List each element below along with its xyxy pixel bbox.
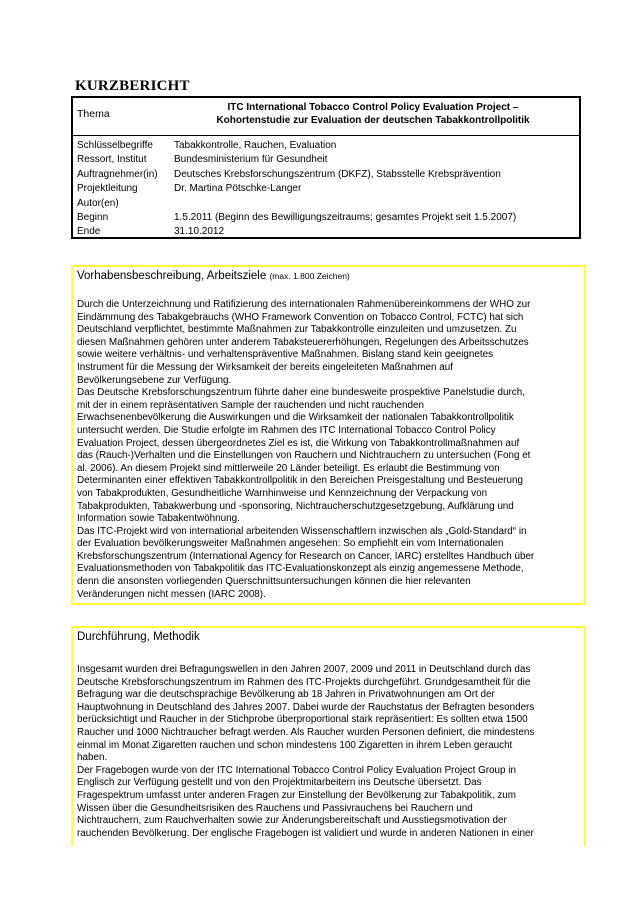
meta-value: 31.10.2012 bbox=[174, 226, 225, 238]
text-line: Deutschland verpflichtet, bestimmte Maßnahmen zur Tabakkontrolle einzuleiten und umzusetzen. Zu bbox=[77, 324, 517, 336]
text-line: Erwachsenenbevölkerung die Auswirkungen und die Wirksamkeit der nationalen Tabakkontrollpolitik bbox=[77, 412, 514, 424]
section-title bbox=[77, 631, 200, 643]
text-line: Befragung war die deutschsprachige Bevölkerung ab 18 Jahren in Privatwohnungen am Ort der bbox=[77, 689, 495, 701]
text-line: Nichtrauchern, zum Rauchverhalten sowie zur Änderungsbereitschaft und Ausstiegsmotivation der bbox=[77, 815, 507, 827]
text-line: Evaluationsmethoden von Tabakpolitik das ITC-Evaluationskonzept als einzig angemessene Methode, bbox=[77, 563, 524, 575]
meta-value: 1.5.2011 (Beginn des Bewilligungszeitraums; gesamtes Projekt seit 1.5.2007) bbox=[174, 211, 517, 223]
meta-key: Ressort, Institut bbox=[77, 154, 147, 166]
section-title bbox=[77, 270, 350, 282]
meta-key: Beginn bbox=[77, 211, 109, 223]
text-line: von Tabakprodukten, Gesundheitliche Warnhinweise und Kennzeichnung der Verpackung von bbox=[77, 487, 488, 499]
text-line: rauchenden Bevölkerung. Der englische Fragebogen ist validiert und wurde in anderen Nationen in einer bbox=[77, 827, 534, 839]
text-line: diesen Maßnahmen gehören unter anderem Tabaksteuererhöhungen, Regelungen des Arbeitsschutzes bbox=[77, 336, 529, 348]
text-line: Tabakprodukten, Tabakwerbung und -sponsoring, Nichtraucherschutzgesetzgebung, Aufklärung und bbox=[77, 500, 514, 512]
meta-row-ressort bbox=[73, 153, 579, 167]
meta-key: Autor(en) bbox=[77, 197, 119, 209]
text-line: untersucht werden. Die Studie erfolgte im Rahmen des ITC International Tobacco Control Policy bbox=[77, 424, 496, 436]
text-line: Das ITC-Projekt wird von international arbeitenden Wissenschaftlern inzwischen als „Gold-Standard“ in bbox=[77, 525, 527, 537]
section-project-description bbox=[71, 265, 586, 605]
text-line: mit der in einem repräsentativen Sample der rauchenden und nicht rauchenden bbox=[77, 399, 424, 411]
text-line: Determinanten einer effektiven Tabakkontrollpolitik in den Bereichen Preisgestaltung und Besteuerung bbox=[77, 475, 523, 487]
section-title-text: Durchführung, Methodik bbox=[77, 631, 200, 643]
meta-row-contractor bbox=[73, 168, 579, 182]
thema-value bbox=[171, 101, 575, 127]
report-info-table bbox=[71, 96, 581, 239]
text-line: Veränderungen nicht messen (IARC 2008). bbox=[77, 588, 266, 600]
thema-value-line: ITC International Tobacco Control Policy Evaluation Project – bbox=[227, 102, 519, 113]
meta-value: Bundesministerium für Gesundheit bbox=[174, 154, 328, 166]
text-line: Krebsforschungszentrum (International Agency for Research on Cancer, IARC) erstelltes Handbuch über bbox=[77, 550, 535, 562]
text-line: Bevölkerungsebene zur Verfügung. bbox=[77, 374, 232, 386]
text-line: Fragespektrum umfasst unter anderen Fragen zur Einstellung der Bevölkerung zur Tabakpolitik, zum bbox=[77, 789, 516, 801]
meta-key: Ende bbox=[77, 226, 101, 238]
text-line: das (Rauch-)Verhalten und die Einstellungen von Rauchern und Nichtrauchern zu untersuchen (Fong et bbox=[77, 450, 531, 462]
section-body bbox=[77, 664, 582, 840]
text-line: al. 2006). An diesem Projekt sind mittlerweile 20 Länder beteiligt. Es erlaubt die Bestimmung von bbox=[77, 462, 500, 474]
text-line: berücksichtigt und Raucher in der Stichprobe überproportional stark repräsentiert: Es sollten etwa 1500 bbox=[77, 714, 528, 726]
text-line: Hauptwohnung in Deutschland des Jahres 2007. Dabei wurde der Rauchstatus der Befragten besonders bbox=[77, 701, 535, 713]
meta-key: Auftragnehmer(in) bbox=[77, 168, 158, 180]
text-line: Evaluation Project, dessen übergeordnetes Ziel es ist, die Wirkung von Tabakkontrollmaßnahmen auf bbox=[77, 437, 520, 449]
meta-value: Tabakkontrolle, Rauchen, Evaluation bbox=[174, 140, 337, 151]
meta-value: Deutsches Krebsforschungszentrum (DKFZ), Stabsstelle Krebsprävention bbox=[174, 168, 501, 180]
text-line: Das Deutsche Krebsforschungszentrum führte daher eine bundesweite prospektive Panelstudie durch, bbox=[77, 387, 525, 399]
meta-value: Dr. Martina Pötschke-Langer bbox=[174, 183, 302, 195]
section-title-text: Vorhabensbeschreibung, Arbeitsziele bbox=[77, 270, 267, 282]
text-line: der Evaluation bevölkerungsweiter Maßnahmen angesehen: So empfiehlt ein vom Internationalen bbox=[77, 538, 504, 550]
meta-row-authors bbox=[73, 197, 579, 211]
meta-row-end bbox=[73, 225, 579, 239]
text-line: Information sowie Tabakentwöhnung. bbox=[77, 513, 240, 525]
meta-key: Schlüsselbegriffe bbox=[77, 140, 153, 151]
text-line: sowie weitere verhältnis- und verhaltenspräventive Maßnahmen. Bislang stand kein geeignetes bbox=[77, 349, 494, 361]
meta-row-start bbox=[73, 211, 579, 225]
text-line: einmal im Monat Zigaretten rauchen und schon mindestens 100 Zigaretten in ihrem Leben geraucht bbox=[77, 739, 513, 751]
meta-rows bbox=[73, 139, 579, 240]
text-line: Instrument für die Messung der Wirksamkeit der bereits eingeleiteten Maßnahmen auf bbox=[77, 361, 453, 373]
text-line: denn die ansonsten vorliegenden Querschnittsuntersuchungen können die hier relevanten bbox=[77, 576, 471, 588]
text-line: Eindämmung des Tabakgebrauchs (WHO Framework Convention on Tobacco Control, FCTC) hat sich bbox=[77, 311, 524, 323]
meta-row-keywords bbox=[73, 139, 579, 153]
text-line: Raucher und 1000 Nichtraucher befragt werden. Als Raucher wurden Personen definiert, die mindestens bbox=[77, 726, 535, 738]
thema-value-line: Kohortenstudie zur Evaluation der deutschen Tabakkontrollpolitik bbox=[216, 115, 530, 126]
section-methodology bbox=[71, 626, 586, 846]
thema-row bbox=[73, 98, 579, 136]
text-line: haben. bbox=[77, 752, 108, 764]
text-line: Insgesamt wurden drei Befragungswellen in den Jahren 2007, 2009 und 2011 in Deutschland durch das bbox=[77, 664, 531, 675]
text-line: Englisch zur Verfügung gestellt und von den Projektmitarbeitern ins Deutsche übersetzt. Das bbox=[77, 777, 482, 789]
section-title-note: (max. 1.800 Zeichen) bbox=[269, 271, 350, 281]
text-line: Deutsche Krebsforschungszentrum im Rahmen des ITC-Projekts durchgeführt. Grundgesamtheit für die bbox=[77, 676, 531, 688]
page-title: KURZBERICHT bbox=[75, 78, 190, 94]
meta-row-project-lead bbox=[73, 182, 579, 196]
thema-label: Thema bbox=[77, 108, 110, 120]
text-line: Durch die Unterzeichnung und Ratifizierung des internationalen Rahmenübereinkommens der WHO zur bbox=[77, 299, 531, 310]
meta-key: Projektleitung bbox=[77, 183, 138, 195]
text-line: Wissen über die Gesundheitsrisiken des Rauchens und Passivrauchens bei Rauchern und bbox=[77, 802, 473, 814]
section-body bbox=[77, 299, 582, 601]
text-line: Der Fragebogen wurde von der ITC International Tobacco Control Policy Evaluation Project Group in bbox=[77, 764, 516, 776]
